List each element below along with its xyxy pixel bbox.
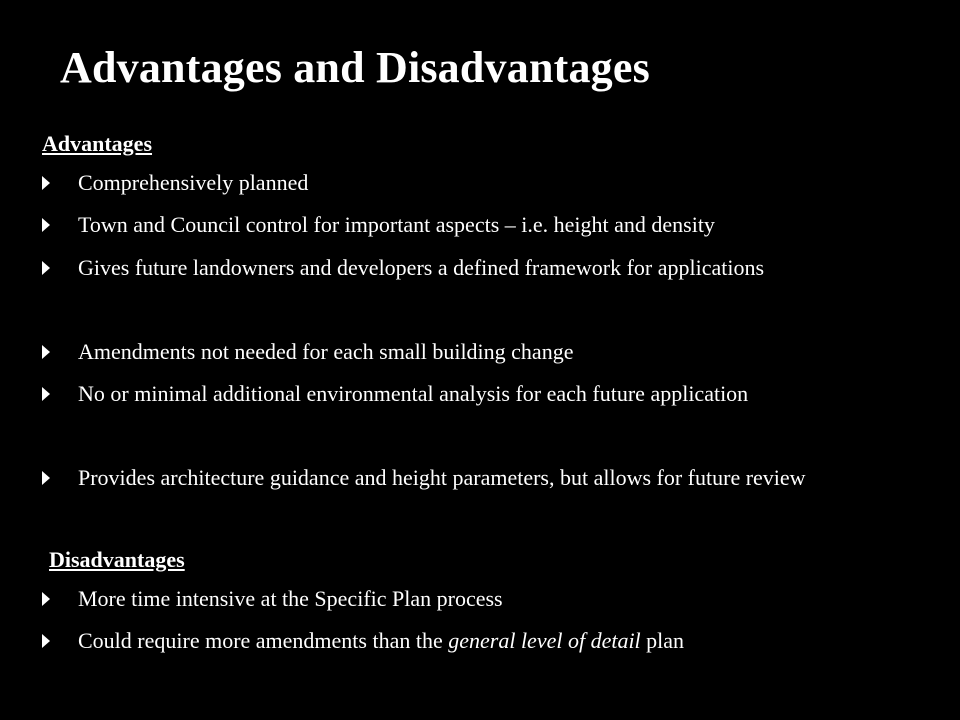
disadvantage-text-emphasis: general level of detail xyxy=(448,628,641,653)
advantage-text: Comprehensively planned xyxy=(78,170,309,195)
disadvantage-text-start: Could require more amendments than the xyxy=(78,628,449,653)
triangle-right-icon xyxy=(42,176,50,190)
triangle-right-icon xyxy=(42,634,50,648)
triangle-right-icon xyxy=(42,345,50,359)
advantage-text: No or minimal additional environmental analysis for each future application xyxy=(78,381,749,406)
slide-title: Advantages and Disadvantages xyxy=(60,43,650,92)
disadvantages-heading: Disadvantages xyxy=(49,547,185,572)
triangle-right-icon xyxy=(42,471,50,485)
advantage-text: Provides architecture guidance and height parameters, but allows for future review xyxy=(78,465,806,490)
disadvantage-text: More time intensive at the Specific Plan process xyxy=(78,586,503,611)
triangle-right-icon xyxy=(42,218,50,232)
advantage-text: Town and Council control for important aspects – i.e. height and density xyxy=(78,212,715,237)
triangle-right-icon xyxy=(42,387,50,401)
advantages-heading: Advantages xyxy=(42,131,153,156)
disadvantage-text-end: plan xyxy=(640,628,685,653)
advantage-text: Amendments not needed for each small building change xyxy=(78,339,574,364)
advantage-text: Gives future landowners and developers a defined framework for applications xyxy=(78,255,765,280)
triangle-right-icon xyxy=(42,261,50,275)
disadvantage-text xyxy=(78,620,938,662)
triangle-right-icon xyxy=(42,592,50,606)
